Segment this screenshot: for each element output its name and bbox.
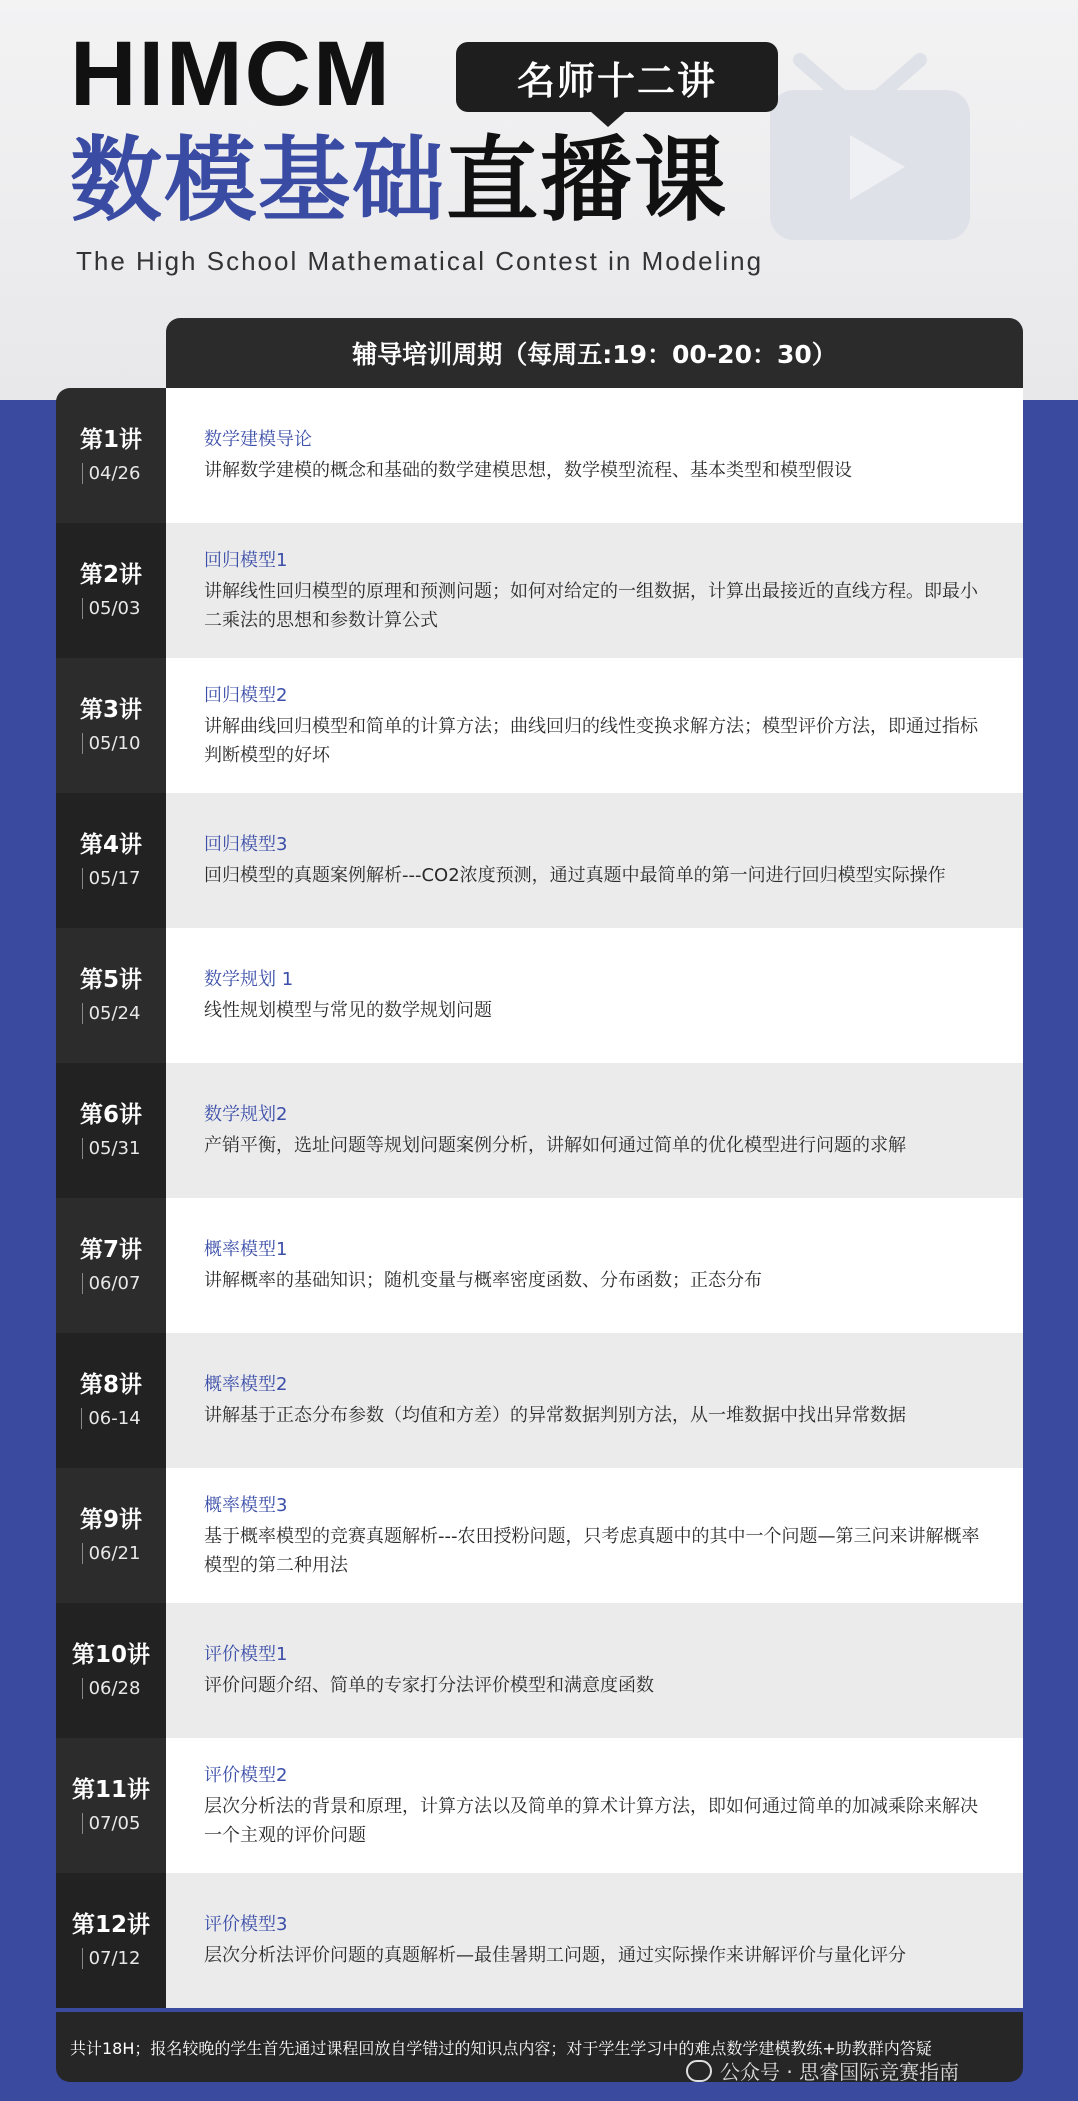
lesson-description: 讲解线性回归模型的原理和预测问题；如何对给定的一组数据，计算出最接近的直线方程。即最小二乘法的思想和参数计算公式	[204, 580, 978, 631]
lesson-label	[56, 1468, 166, 1603]
lesson-title: 回归模型3	[204, 834, 288, 856]
lesson-date: 07/05	[82, 1813, 141, 1834]
lesson-description: 讲解数学建模的概念和基础的数学建模思想，数学模型流程、基本类型和模型假设	[204, 460, 852, 482]
lesson-title: 概率模型3	[204, 1494, 288, 1516]
lesson-label	[56, 928, 166, 1063]
footer-note: 共计18H；报名较晚的学生首先通过课程回放自学错过的知识点内容；对于学生学习中的难点数学建模教练+助教群内答疑	[56, 2012, 1023, 2082]
main-title-blue: 数模基础	[70, 127, 447, 234]
lesson-content	[166, 1873, 1023, 2008]
lesson-number: 第4讲	[79, 832, 142, 859]
lesson-row	[56, 1063, 1023, 1198]
lesson-date: 06-14	[81, 1408, 140, 1429]
lesson-content	[166, 388, 1023, 523]
lesson-number: 第2讲	[79, 562, 142, 589]
lesson-content	[166, 793, 1023, 928]
lesson-number: 第12讲	[71, 1912, 150, 1939]
lesson-row	[56, 1738, 1023, 1873]
wechat-icon	[686, 2060, 712, 2082]
lesson-content	[166, 1603, 1023, 1738]
lesson-title: 评价模型1	[204, 1644, 288, 1666]
lesson-title: 回归模型1	[204, 549, 288, 571]
lesson-description: 讲解基于正态分布参数（均值和方差）的异常数据判别方法，从一堆数据中找出异常数据	[204, 1405, 906, 1427]
watermark	[686, 2056, 959, 2085]
lesson-content	[166, 1333, 1023, 1468]
lesson-label	[56, 523, 166, 658]
badge-pointer	[590, 111, 626, 127]
lesson-date: 05/10	[82, 733, 141, 754]
lesson-description: 讲解概率的基础知识；随机变量与概率密度函数、分布函数；正态分布	[204, 1270, 762, 1292]
lesson-label	[56, 1063, 166, 1198]
badge-label: 名师十二讲	[456, 42, 778, 112]
lesson-number: 第10讲	[71, 1642, 150, 1669]
lesson-row	[56, 388, 1023, 523]
lesson-date: 06/21	[82, 1543, 141, 1564]
lesson-number: 第9讲	[79, 1507, 142, 1534]
lesson-date: 06/28	[82, 1678, 141, 1699]
lesson-number: 第11讲	[71, 1777, 150, 1804]
lesson-content	[166, 1063, 1023, 1198]
lesson-content	[166, 523, 1023, 658]
lesson-label	[56, 388, 166, 523]
lesson-title: 数学建模导论	[204, 429, 312, 451]
lesson-description: 讲解曲线回归模型和简单的计算方法；曲线回归的线性变换求解方法；模型评价方法，即通过指标判断模型的好坏	[204, 715, 978, 766]
lesson-content	[166, 658, 1023, 793]
lesson-title: 评价模型2	[204, 1764, 288, 1786]
lesson-row	[56, 1333, 1023, 1468]
lesson-number: 第3讲	[79, 697, 142, 724]
lesson-number: 第6讲	[79, 1102, 142, 1129]
lesson-content	[166, 1198, 1023, 1333]
lesson-row	[56, 1873, 1023, 2008]
lesson-title: 评价模型3	[204, 1914, 288, 1936]
lesson-title: 数学规划 1	[204, 969, 294, 991]
lesson-row	[56, 523, 1023, 658]
lesson-number: 第8讲	[79, 1372, 142, 1399]
subtitle: The High School Mathematical Contest in Modeling	[76, 246, 764, 276]
lesson-date: 05/24	[82, 1003, 141, 1024]
lesson-date: 06/07	[82, 1273, 141, 1294]
lesson-label	[56, 1603, 166, 1738]
schedule-header: 辅导培训周期（每周五:19：00-20：30）	[166, 318, 1023, 388]
lesson-content	[166, 1738, 1023, 1873]
lesson-label	[56, 793, 166, 928]
lesson-label	[56, 1873, 166, 2008]
main-title	[70, 127, 729, 234]
lesson-row	[56, 928, 1023, 1063]
lesson-description: 回归模型的真题案例解析---CO2浓度预测，通过真题中最简单的第一问进行回归模型实际操作	[204, 865, 946, 887]
lesson-title: 回归模型2	[204, 684, 288, 706]
lesson-number: 第1讲	[79, 427, 142, 454]
lesson-row	[56, 1198, 1023, 1333]
lesson-description: 层次分析法的背景和原理，计算方法以及简单的算术计算方法，即如何通过简单的加减乘除来解决一个主观的评价问题	[204, 1795, 978, 1846]
lesson-row	[56, 793, 1023, 928]
lesson-list	[56, 388, 1023, 2008]
main-title-black: 直播课	[446, 127, 729, 234]
lesson-description: 线性规划模型与常见的数学规划问题	[204, 1000, 492, 1022]
lesson-description: 层次分析法评价问题的真题解析—最佳暑期工问题，通过实际操作来讲解评价与量化评分	[204, 1945, 906, 1967]
lesson-content	[166, 928, 1023, 1063]
lesson-row	[56, 1468, 1023, 1603]
lesson-title: 概率模型2	[204, 1374, 288, 1396]
lesson-label	[56, 1198, 166, 1333]
lesson-date: 05/31	[82, 1138, 141, 1159]
lesson-row	[56, 658, 1023, 793]
lesson-description: 产销平衡，选址问题等规划问题案例分析，讲解如何通过简单的优化模型进行问题的求解	[204, 1135, 906, 1157]
lesson-number: 第5讲	[79, 967, 142, 994]
watermark-text: 公众号 · 思睿国际竞赛指南	[720, 2060, 960, 2084]
lesson-date: 07/12	[82, 1948, 141, 1969]
lesson-date: 05/03	[82, 598, 141, 619]
lesson-number: 第7讲	[79, 1237, 142, 1264]
lesson-label	[56, 658, 166, 793]
brand-title: HIMCM	[70, 23, 392, 125]
lesson-content	[166, 1468, 1023, 1603]
lesson-title: 数学规划2	[204, 1104, 288, 1126]
tv-play-icon	[760, 20, 980, 260]
lesson-row	[56, 1603, 1023, 1738]
lesson-title: 概率模型1	[204, 1239, 288, 1261]
lesson-label	[56, 1738, 166, 1873]
lesson-description: 基于概率模型的竞赛真题解析---农田授粉问题，只考虑真题中的其中一个问题—第三问来讲解概率模型的第二种用法	[204, 1525, 980, 1576]
lesson-description: 评价问题介绍、简单的专家打分法评价模型和满意度函数	[204, 1675, 654, 1697]
lesson-label	[56, 1333, 166, 1468]
lesson-date: 05/17	[82, 868, 141, 889]
lesson-date: 04/26	[82, 463, 141, 484]
